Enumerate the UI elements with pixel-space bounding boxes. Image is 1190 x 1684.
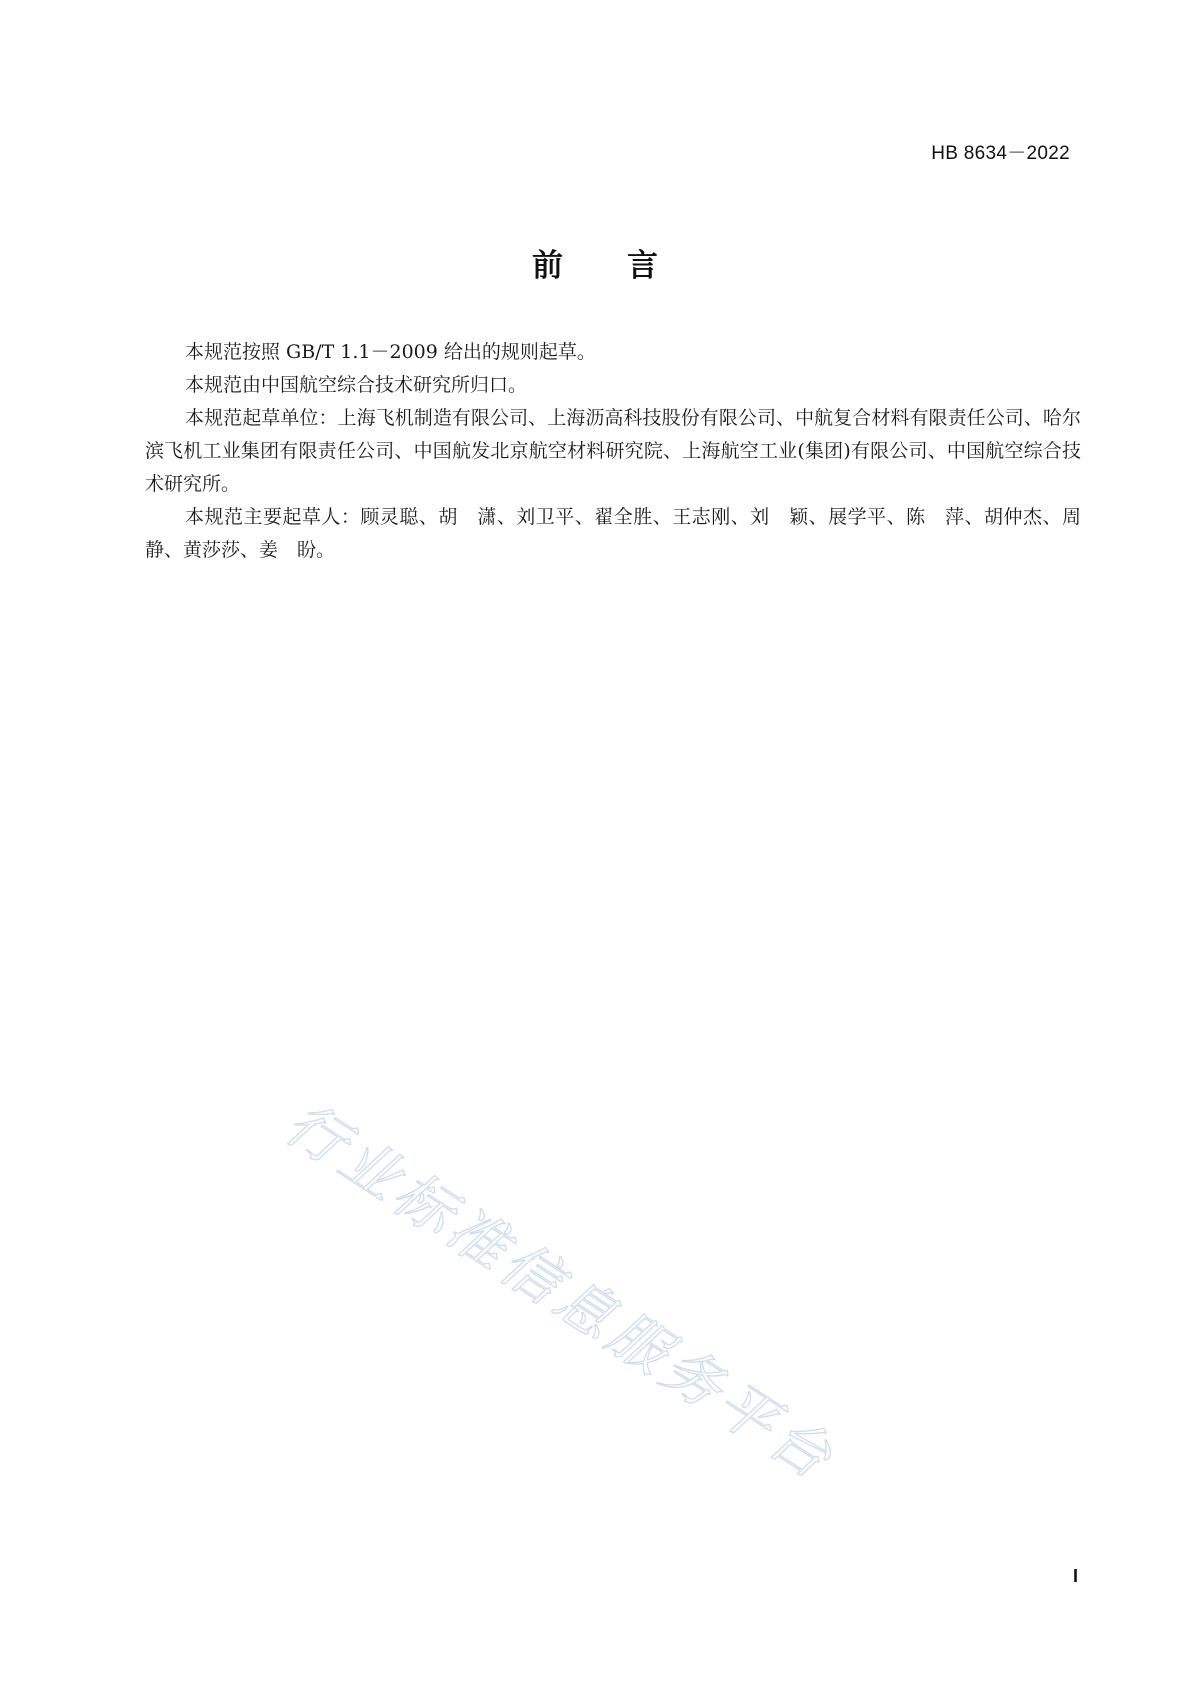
paragraph-drafting-units: 本规范起草单位：上海飞机制造有限公司、上海沥高科技股份有限公司、中航复合材料有限责任公司、哈尔滨飞机工业集团有限责任公司、中国航发北京航空材料研究院、上海航空工业(集团)有限公司、中国航空综合技术研究所。 bbox=[145, 407, 1081, 495]
paragraph-responsible-unit: 本规范由中国航空综合技术研究所归口。 bbox=[185, 374, 528, 396]
title-char-2: 言 bbox=[627, 248, 658, 284]
paragraph-drafters: 本规范主要起草人：顾灵聪、胡 潇、刘卫平、翟全胜、王志刚、刘 颖、展学平、陈 萍、胡仲杰、周 静、黄莎莎、姜 盼。 bbox=[145, 506, 1101, 561]
page-title bbox=[0, 240, 1190, 285]
watermark: 行业标准信息服务平台 bbox=[273, 1088, 848, 1495]
page-number: I bbox=[1072, 1566, 1078, 1586]
foreword-body bbox=[145, 336, 1101, 567]
document-code: HB 8634－2022 bbox=[931, 143, 1070, 164]
title-char-1: 前 bbox=[532, 248, 563, 284]
paragraph-drafting-rules: 本规范按照 GB/T 1.1－2009 给出的规则起草。 bbox=[185, 341, 596, 363]
